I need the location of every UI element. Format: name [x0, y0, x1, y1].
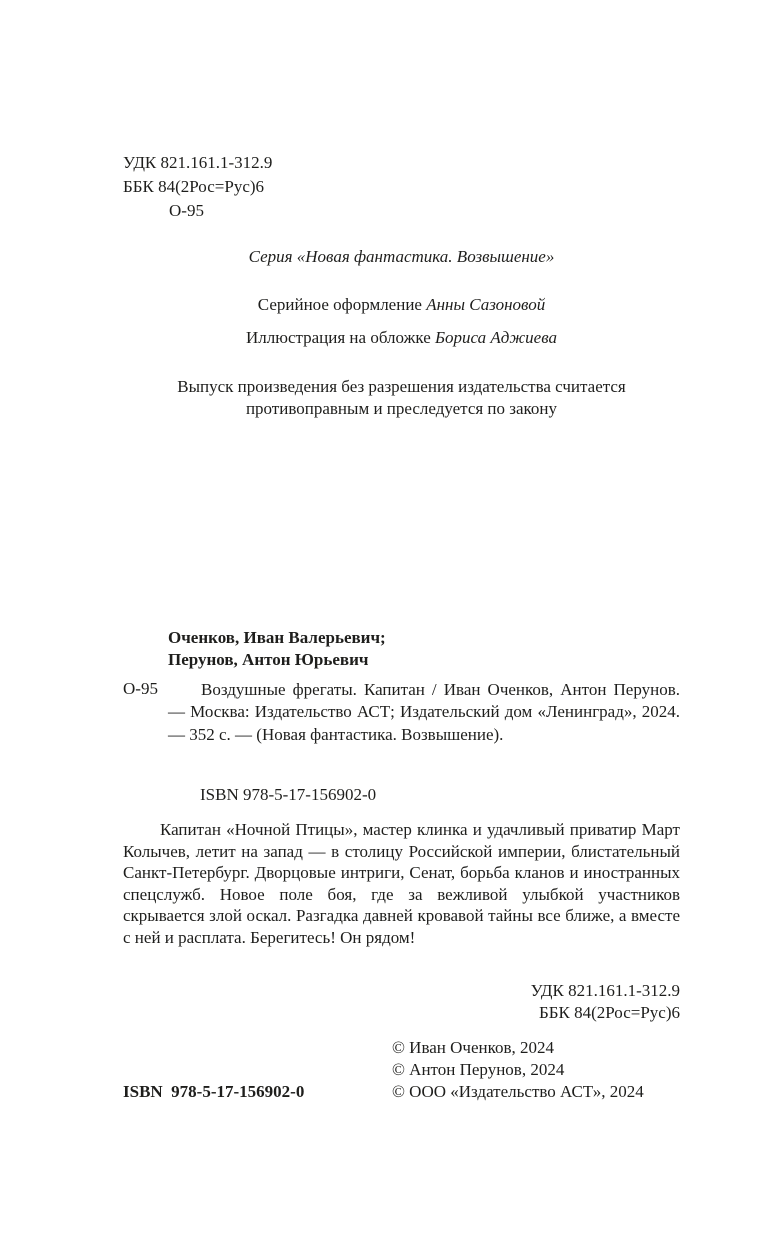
copyright-line-publisher: © ООО «Издательство АСТ», 2024 [392, 1082, 644, 1101]
udk-code: УДК 821.161.1-312.9 [123, 153, 273, 172]
top-codes-block [123, 151, 680, 223]
series-designer-name: Анны Сазоновой [426, 295, 546, 314]
catalog-entry [123, 679, 680, 746]
udk-code-bottom: УДК 821.161.1-312.9 [530, 981, 680, 1000]
annotation-block [123, 819, 680, 949]
author-name-1: Оченков, Иван Валерьевич; [168, 628, 386, 647]
series-design-credit [123, 295, 680, 315]
bottom-codes-block [123, 980, 680, 1023]
authors-heading [123, 627, 680, 671]
copyright-line-author1: © Иван Оченков, 2024 [392, 1038, 555, 1057]
bbk-code-bottom: ББК 84(2Рос=Рус)6 [538, 1002, 680, 1022]
author-name-2: Перунов, Антон Юрьевич [168, 650, 369, 669]
author-sign-margin: О-95 [123, 679, 158, 698]
series-title: Серия «Новая фантастика. Возвышение» [248, 247, 555, 266]
cover-illustration-label: Иллюстрация на обложке [246, 328, 435, 347]
isbn-line: ISBN 978-5-17-156902-0 [200, 785, 377, 804]
author-sign: О-95 [169, 201, 204, 220]
footer-isbn: ISBN 978-5-17-156902-0 [123, 1082, 305, 1101]
piracy-notice: Выпуск произведения без разрешения издательства считается противоправным и преследуется по закону [177, 377, 626, 418]
cover-illustrator-name: Бориса Аджиева [435, 328, 557, 347]
series-design-label: Серийное оформление [257, 295, 427, 314]
copyright-line-author2: © Антон Перунов, 2024 [392, 1060, 565, 1079]
cover-illustration-credit [123, 328, 680, 348]
bbk-code: ББК 84(2Рос=Рус)6 [123, 177, 265, 196]
bibliographic-description: Воздушные фрегаты. Капитан / Иван Оченков, Антон Перунов. — Москва: Издательство АСТ; Издательский дом «Ленинград», 2024. — 352 с. — (Новая фантастика. Возвышение). [168, 680, 680, 744]
annotation-text: Капитан «Ночной Птицы», мастер клинка и удачливый приватир Март Колычев, летит на запад — в столицу Российской империи, блистательный Санкт-Петербург. Дворцовые интриги, Сенат, борьба кланов и иностранных спецслужб. Новое поле боя, где за вежливой улыбкой участников скрывается злой оскал. Разгадка давней кровавой тайны все ближе, а вместе с ней и расплата. Берегитесь! Он рядом! [123, 820, 680, 947]
